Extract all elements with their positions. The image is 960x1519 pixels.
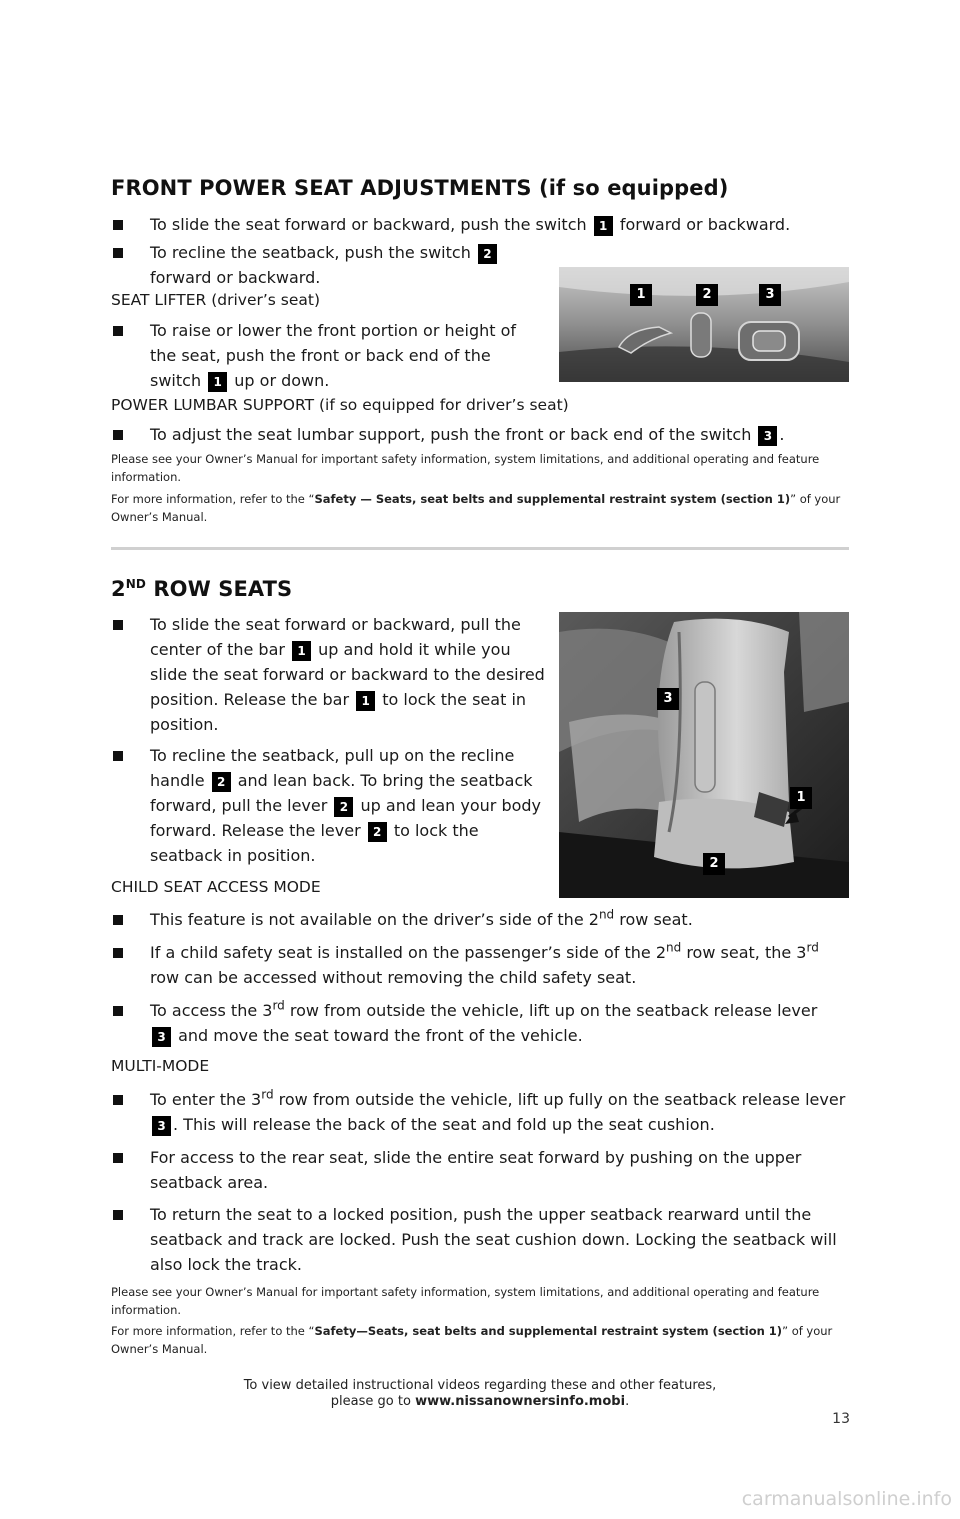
image-callout-2: 2 (703, 853, 725, 875)
watermark: carmanualsonline.info (741, 1488, 952, 1510)
callout-badge: 2 (334, 797, 353, 817)
bullet-square-icon (113, 1153, 123, 1163)
bullet-square-icon (113, 326, 123, 336)
callout-badge: 3 (152, 1027, 171, 1047)
reference-section-title: Safety — Seats, seat belts and supplemental restraint system (section 1) (314, 492, 791, 506)
bullet-square-icon (113, 620, 123, 630)
reference-section-title: Safety—Seats, seat belts and supplemental restraint system (section 1) (314, 1324, 783, 1338)
callout-badge: 1 (292, 641, 311, 661)
page-number: 13 (832, 1411, 850, 1427)
child-seat-access-label: CHILD SEAT ACCESS MODE (111, 878, 321, 896)
callout-badge: 1 (594, 216, 613, 236)
image-callout-1: 1 (790, 787, 812, 809)
image-callout-3: 3 (657, 688, 679, 710)
callout-badge: 2 (368, 822, 387, 842)
safety-note: Please see your Owner’s Manual for important safety information, system limitations, and additional operating and feature information. (111, 452, 820, 484)
reference-note: For more information, refer to the “Safety — Seats, seat belts and supplemental restraint system (section 1)” of your Owner’s Manual. (111, 492, 841, 524)
seat-lifter-label: SEAT LIFTER (driver’s seat) (111, 291, 321, 309)
safety-note: Please see your Owner’s Manual for important safety information, system limitations, and additional operating and feature information. (111, 1285, 820, 1317)
bullet-square-icon (113, 1095, 123, 1105)
power-seat-switch-image (559, 267, 849, 382)
callout-badge: 2 (478, 244, 497, 264)
callout-badge: 3 (152, 1116, 171, 1136)
section-title-front-power-seat: FRONT POWER SEAT ADJUSTMENTS (if so equipped) (111, 176, 729, 200)
footer-video-note: To view detailed instructional videos regarding these and other features, please go to www.nissanownersinfo.mobi. (243, 1378, 717, 1409)
callout-badge: 1 (208, 372, 227, 392)
bullet-square-icon (113, 248, 123, 258)
bullet-square-icon (113, 915, 123, 925)
section-divider (111, 547, 849, 550)
image-callout-1: 1 (630, 284, 652, 306)
second-row-seat-image (559, 612, 849, 898)
website-link[interactable]: www.nissanownersinfo.mobi (415, 1394, 626, 1409)
bullet-square-icon (113, 948, 123, 958)
image-callout-3: 3 (759, 284, 781, 306)
section-title-2nd-row-seats: 2ND ROW SEATS (111, 577, 293, 601)
callout-badge: 2 (212, 772, 231, 792)
callout-badge: 3 (758, 426, 777, 446)
callout-badge: 1 (356, 691, 375, 711)
bullet-square-icon (113, 220, 123, 230)
bullet-square-icon (113, 1006, 123, 1016)
bullet-square-icon (113, 1210, 123, 1220)
power-lumbar-label: POWER LUMBAR SUPPORT (if so equipped for driver’s seat) (111, 396, 569, 414)
bullet-square-icon (113, 751, 123, 761)
bullet-square-icon (113, 430, 123, 440)
multi-mode-label: MULTI-MODE (111, 1057, 210, 1075)
image-callout-2: 2 (696, 284, 718, 306)
reference-note: For more information, refer to the “Safety—Seats, seat belts and supplemental restraint system (section 1)” of your Owner’s Manual. (111, 1324, 833, 1356)
